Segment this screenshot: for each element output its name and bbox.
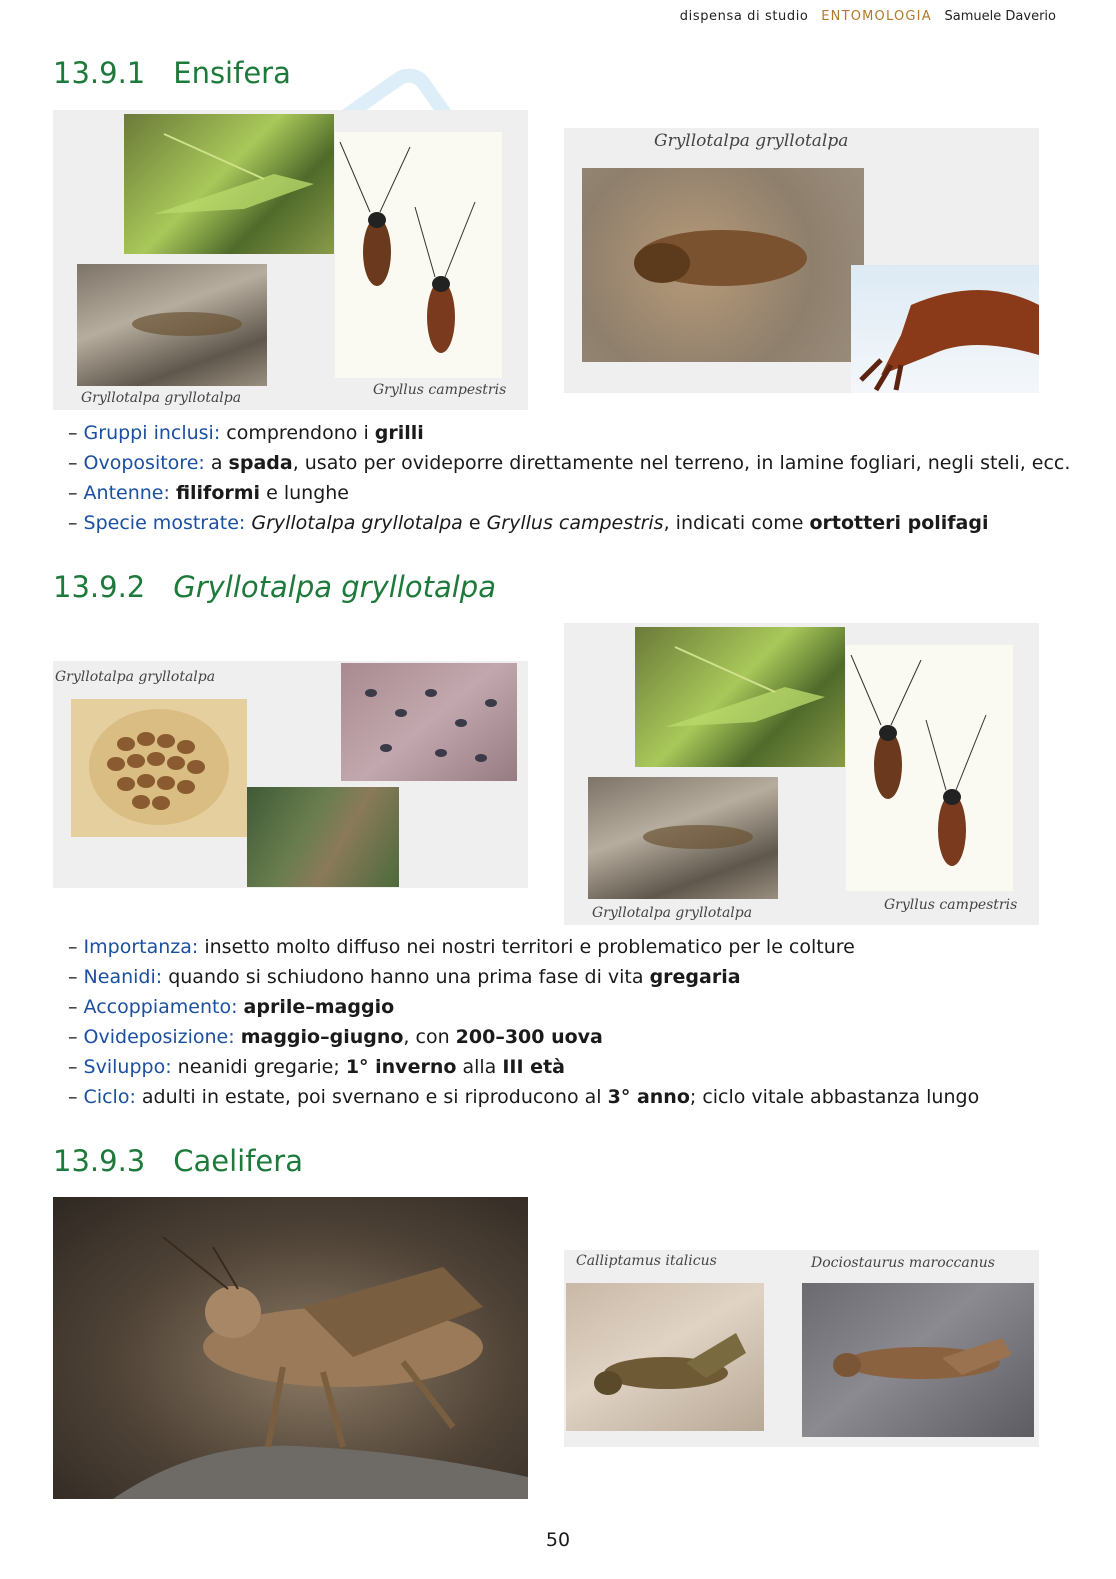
page-number: 50 <box>545 1529 571 1551</box>
header-author: Samuele Daverio <box>944 9 1056 24</box>
photo-mole-cricket-ground <box>588 777 778 899</box>
section-number: 13.9.1 <box>53 56 146 90</box>
bullet-key: Gruppi inclusi: <box>83 422 221 444</box>
photo-dociostaurus <box>802 1283 1034 1437</box>
list-item: – Ciclo: adulti in estate, poi svernano e si riproducono al 3° anno; ciclo vitale abbastanza lungo <box>68 1082 979 1112</box>
section-heading-gryllotalpa <box>53 570 496 604</box>
photo-katydid <box>124 114 334 254</box>
bullet-key: Sviluppo: <box>83 1056 172 1078</box>
figure-panel-gryllotalpa-left <box>53 661 528 888</box>
caption-gryllus: Gryllus campestris <box>884 897 1018 913</box>
photo-mole-cricket-ground <box>77 264 267 386</box>
bullet-key: Antenne: <box>83 482 170 504</box>
bullet-key: Ovideposizione: <box>83 1026 235 1048</box>
bullet-list-gryllotalpa <box>68 932 979 1112</box>
caption-gryllotalpa-eggs: Gryllotalpa gryllotalpa <box>55 669 216 685</box>
caption-gryllotalpa-title: Gryllotalpa gryllotalpa <box>654 131 849 151</box>
section-heading-ensifera <box>53 56 291 90</box>
caption-dociostaurus: Dociostaurus maroccanus <box>811 1255 995 1271</box>
caption-gryllotalpa: Gryllotalpa gryllotalpa <box>81 390 242 406</box>
list-item: – Importanza: insetto molto diffuso nei nostri territori e problematico per le colture <box>68 932 979 962</box>
photo-grasshopper-large <box>53 1197 528 1499</box>
list-item: – Accoppiamento: aprile–maggio <box>68 992 979 1022</box>
section-title: Ensifera <box>173 56 291 90</box>
bullet-key: Importanza: <box>83 936 199 958</box>
bullet-key: Ovopositore: <box>83 452 205 474</box>
list-item: – Neanidi: quando si schiudono hanno una prima fase di vita gregaria <box>68 962 979 992</box>
list-item: – Antenne: filiformi e lunghe <box>68 478 1070 508</box>
bullet-key: Specie mostrate: <box>83 512 246 534</box>
list-item: – Ovopositore: a spada, usato per ovideporre direttamente nel terreno, in lamine fogliari, negli steli, ecc. <box>68 448 1070 478</box>
figure-panel-ensifera-right <box>564 128 1039 393</box>
photo-turf-damage <box>247 787 399 887</box>
list-item: – Ovideposizione: maggio–giugno, con 200–300 uova <box>68 1022 979 1052</box>
list-item: – Sviluppo: neanidi gregarie; 1° inverno alla III età <box>68 1052 979 1082</box>
photo-katydid <box>635 627 845 767</box>
section-heading-caelifera <box>53 1144 303 1178</box>
section-number: 13.9.3 <box>53 1144 146 1178</box>
list-item: – Gruppi inclusi: comprendono i grilli <box>68 418 1070 448</box>
photo-crickets <box>846 645 1013 891</box>
bullet-list-ensifera <box>68 418 1070 538</box>
figure-panel-caelifera <box>564 1250 1039 1447</box>
running-header <box>680 9 1056 24</box>
caption-gryllotalpa: Gryllotalpa gryllotalpa <box>592 905 753 921</box>
bullet-key: Neanidi: <box>83 966 163 988</box>
figure-panel-ensifera-left <box>53 110 528 410</box>
bullet-key: Ciclo: <box>83 1086 136 1108</box>
section-title: Gryllotalpa gryllotalpa <box>173 570 496 604</box>
photo-calliptamus <box>566 1283 764 1431</box>
caption-calliptamus: Calliptamus italicus <box>576 1253 717 1269</box>
section-number: 13.9.2 <box>53 570 146 604</box>
photo-crickets <box>335 132 502 378</box>
photo-mole-cricket-sand <box>582 168 864 362</box>
figure-panel-gryllotalpa-right <box>564 623 1039 925</box>
bullet-key: Accoppiamento: <box>83 996 238 1018</box>
section-title: Caelifera <box>173 1144 303 1178</box>
photo-egg-chamber <box>71 699 247 837</box>
header-subject: ENTOMOLOGIA <box>821 9 932 24</box>
list-item: – Specie mostrate: Gryllotalpa gryllotalpa e Gryllus campestris, indicati come ortotteri polifagi <box>68 508 1070 538</box>
photo-nymphs <box>341 663 517 781</box>
photo-mole-cricket-forelegs <box>851 265 1039 393</box>
header-prefix: dispensa di studio <box>679 9 809 24</box>
caption-gryllus: Gryllus campestris <box>373 382 507 398</box>
